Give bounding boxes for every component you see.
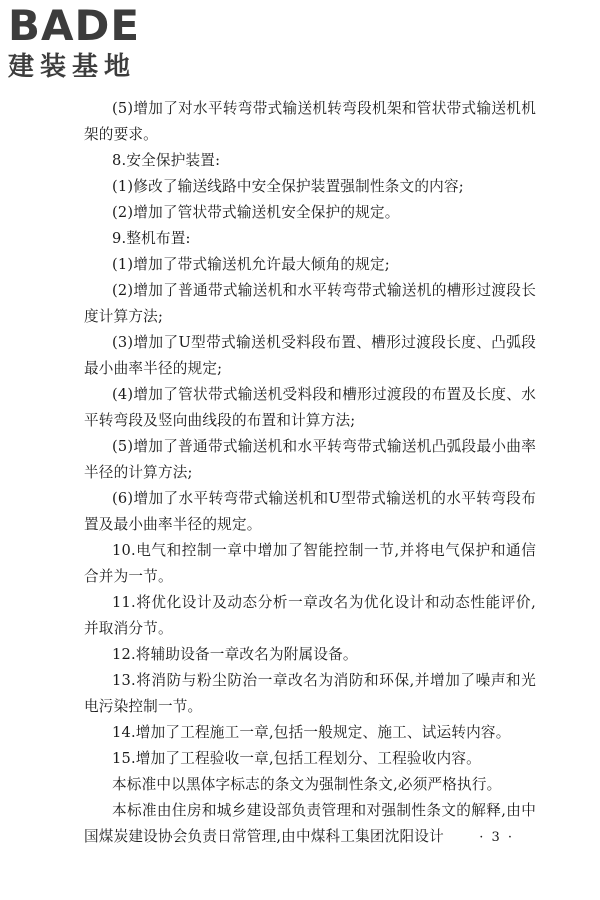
paragraph: (3)增加了U型带式输送机受料段布置、槽形过渡段长度、凸弧段最小曲率半径的规定; bbox=[84, 334, 536, 377]
paragraph: 15.增加了工程验收一章,包括工程划分、工程验收内容。 bbox=[112, 750, 481, 767]
paragraph: 本标准中以黑体字标志的条文为强制性条文,必须严格执行。 bbox=[112, 776, 502, 793]
paragraph: 8.安全保护装置: bbox=[112, 152, 221, 169]
paragraph: (5)增加了对水平转弯带式输送机转弯段机架和管状带式输送机机架的要求。 bbox=[84, 100, 536, 143]
paragraph: (5)增加了普通带式输送机和水平转弯带式输送机凸弧段最小曲率半径的计算方法; bbox=[84, 438, 536, 481]
page-number: · 3 · bbox=[479, 830, 514, 845]
watermark-subtitle: 建装基地 bbox=[8, 52, 137, 82]
watermark-logo-text: BADE bbox=[8, 1, 141, 50]
paragraph: (1)增加了带式输送机允许最大倾角的规定; bbox=[112, 256, 390, 273]
document-body bbox=[84, 96, 536, 850]
paragraph: (1)修改了输送线路中安全保护装置强制性条文的内容; bbox=[112, 178, 464, 195]
paragraph: 14.增加了工程施工一章,包括一般规定、施工、试运转内容。 bbox=[112, 724, 511, 741]
paragraph: 9.整机布置: bbox=[112, 230, 191, 247]
paragraph: (6)增加了水平转弯带式输送机和U型带式输送机的水平转弯段布置及最小曲率半径的规定。 bbox=[84, 490, 536, 533]
paragraph: 11.将优化设计及动态分析一章改名为优化设计和动态性能评价,并取消分节。 bbox=[84, 594, 536, 637]
paragraph: (2)增加了管状带式输送机安全保护的规定。 bbox=[112, 204, 400, 221]
paragraph: 12.将辅助设备一章改名为附属设备。 bbox=[112, 646, 358, 663]
paragraph: (2)增加了普通带式输送机和水平转弯带式输送机的槽形过渡段长度计算方法; bbox=[84, 282, 536, 325]
paragraph: 10.电气和控制一章中增加了智能控制一节,并将电气保护和通信合并为一节。 bbox=[84, 542, 536, 585]
watermark-logo bbox=[8, 1, 178, 82]
paragraph: 本标准由住房和城乡建设部负责管理和对强制性条文的解释,由中国煤炭建设协会负责日常管理,由中煤科工集团沈阳设计 bbox=[84, 802, 536, 845]
paragraph: 13.将消防与粉尘防治一章改名为消防和环保,并增加了噪声和光电污染控制一节。 bbox=[84, 672, 536, 715]
paragraph: (4)增加了管状带式输送机受料段和槽形过渡段的布置及长度、水平转弯段及竖向曲线段的布置和计算方法; bbox=[84, 386, 536, 429]
